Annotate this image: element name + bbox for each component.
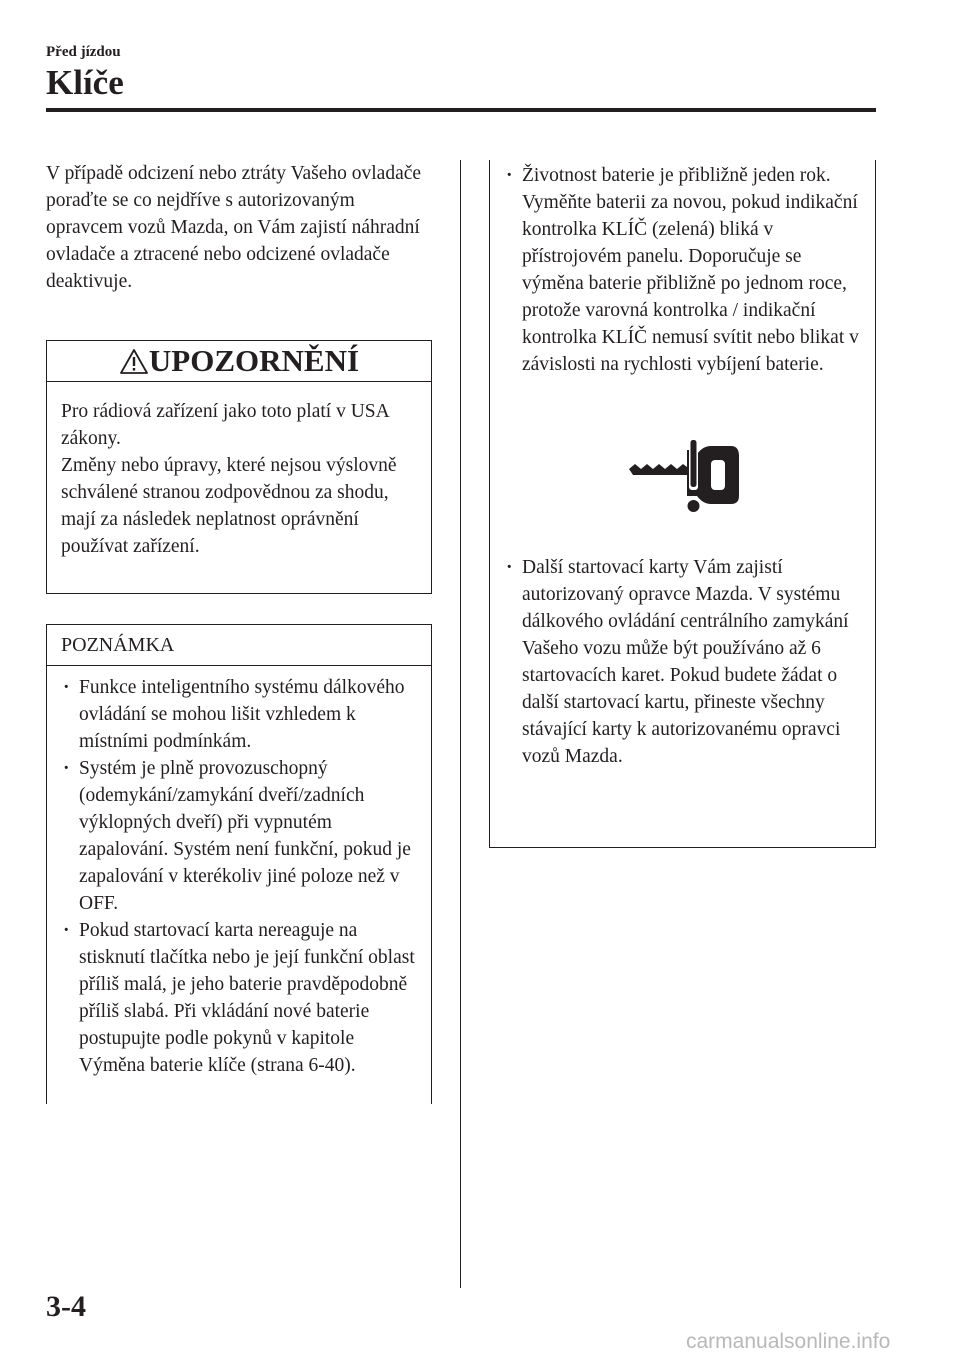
list-item: · Pokud startovací karta nereaguje na stisknutí tlačítka nebo je její funkční oblast příliš malá, je jeho baterie pravděpodobně příliš slabá. Při vkládání nové baterie postupujte podle pokynů v kapitole Výměna baterie klíče (strana 6-40). [61,917,421,1079]
warning-body [47,382,431,560]
key-warning-indicator-icon [627,438,743,514]
note-continuation-box [489,160,876,848]
list-item: · Funkce inteligentního systému dálkového ovládání se mohou lišit vzhledem k místními podmínkám. [61,674,421,755]
column-divider [460,160,461,1288]
intro-paragraph: V případě odcizení nebo ztráty Vašeho ovladače poraďte se co nejdříve s autorizovaným opravcem vozů Mazda, on Vám zajistí náhradní ovladače a ztracené nebo odcizené ovladače deaktivuje. [46,163,422,292]
note-header [47,625,431,666]
note-list [61,674,421,1079]
list-item: · Systém je plně provozuschopný (odemykání/zamykání dveří/zadních výklopných dveří) při vypnutém zapalování. Systém není funkční, pokud je zapalování v kterékoliv jiné poloze než v OFF. [61,755,421,917]
list-item: · Životnost baterie je přibližně jeden rok. Vyměňte baterii za novou, pokud indikační kontrolka KLÍČ (zelená) bliká v přístrojovém panelu. Doporučuje se výměna baterie přibližně po jednom roce, protože varovná kontrolka / indikační kontrolka KLÍČ nemusí svítit nebo blikat v závislosti na rychlosti vybíjení baterie. [504,162,865,378]
note-box [46,624,432,1104]
warning-title: UPOZORNĚNÍ [148,343,360,378]
warning-triangle-icon [119,348,149,375]
note-continuation-list [504,162,865,378]
note-continuation-body [490,160,875,770]
title-rule [46,108,876,112]
warning-header [47,341,431,382]
list-item: · Další startovací karty Vám zajistí autorizovaný opravce Mazda. V systému dálkového ovládání centrálního zamykání Vašeho vozu může být používáno až 6 startovacích karet. Pokud budete žádat o další startovací kartu, přineste všechny stávající karty k autorizovanému opravci vozů Mazda. [504,554,865,770]
note-body [47,666,431,1079]
warning-box [46,340,432,594]
watermark: carmanualsonline.info [686,1330,891,1353]
note-title: POZNÁMKA [61,634,175,656]
note-continuation-list-2 [504,554,865,770]
page-title: Klíče [46,63,124,102]
warning-line: Změny nebo úpravy, které nejsou výslovně schválené stranou zodpovědnou za shodu, mají za následek neplatnost oprávnění používat zařízení. [61,455,397,557]
section-label: Před jízdou [46,44,121,60]
page-number: 3-4 [46,1290,86,1323]
warning-line: Pro rádiová zařízení jako toto platí v USA zákony. [61,401,389,449]
